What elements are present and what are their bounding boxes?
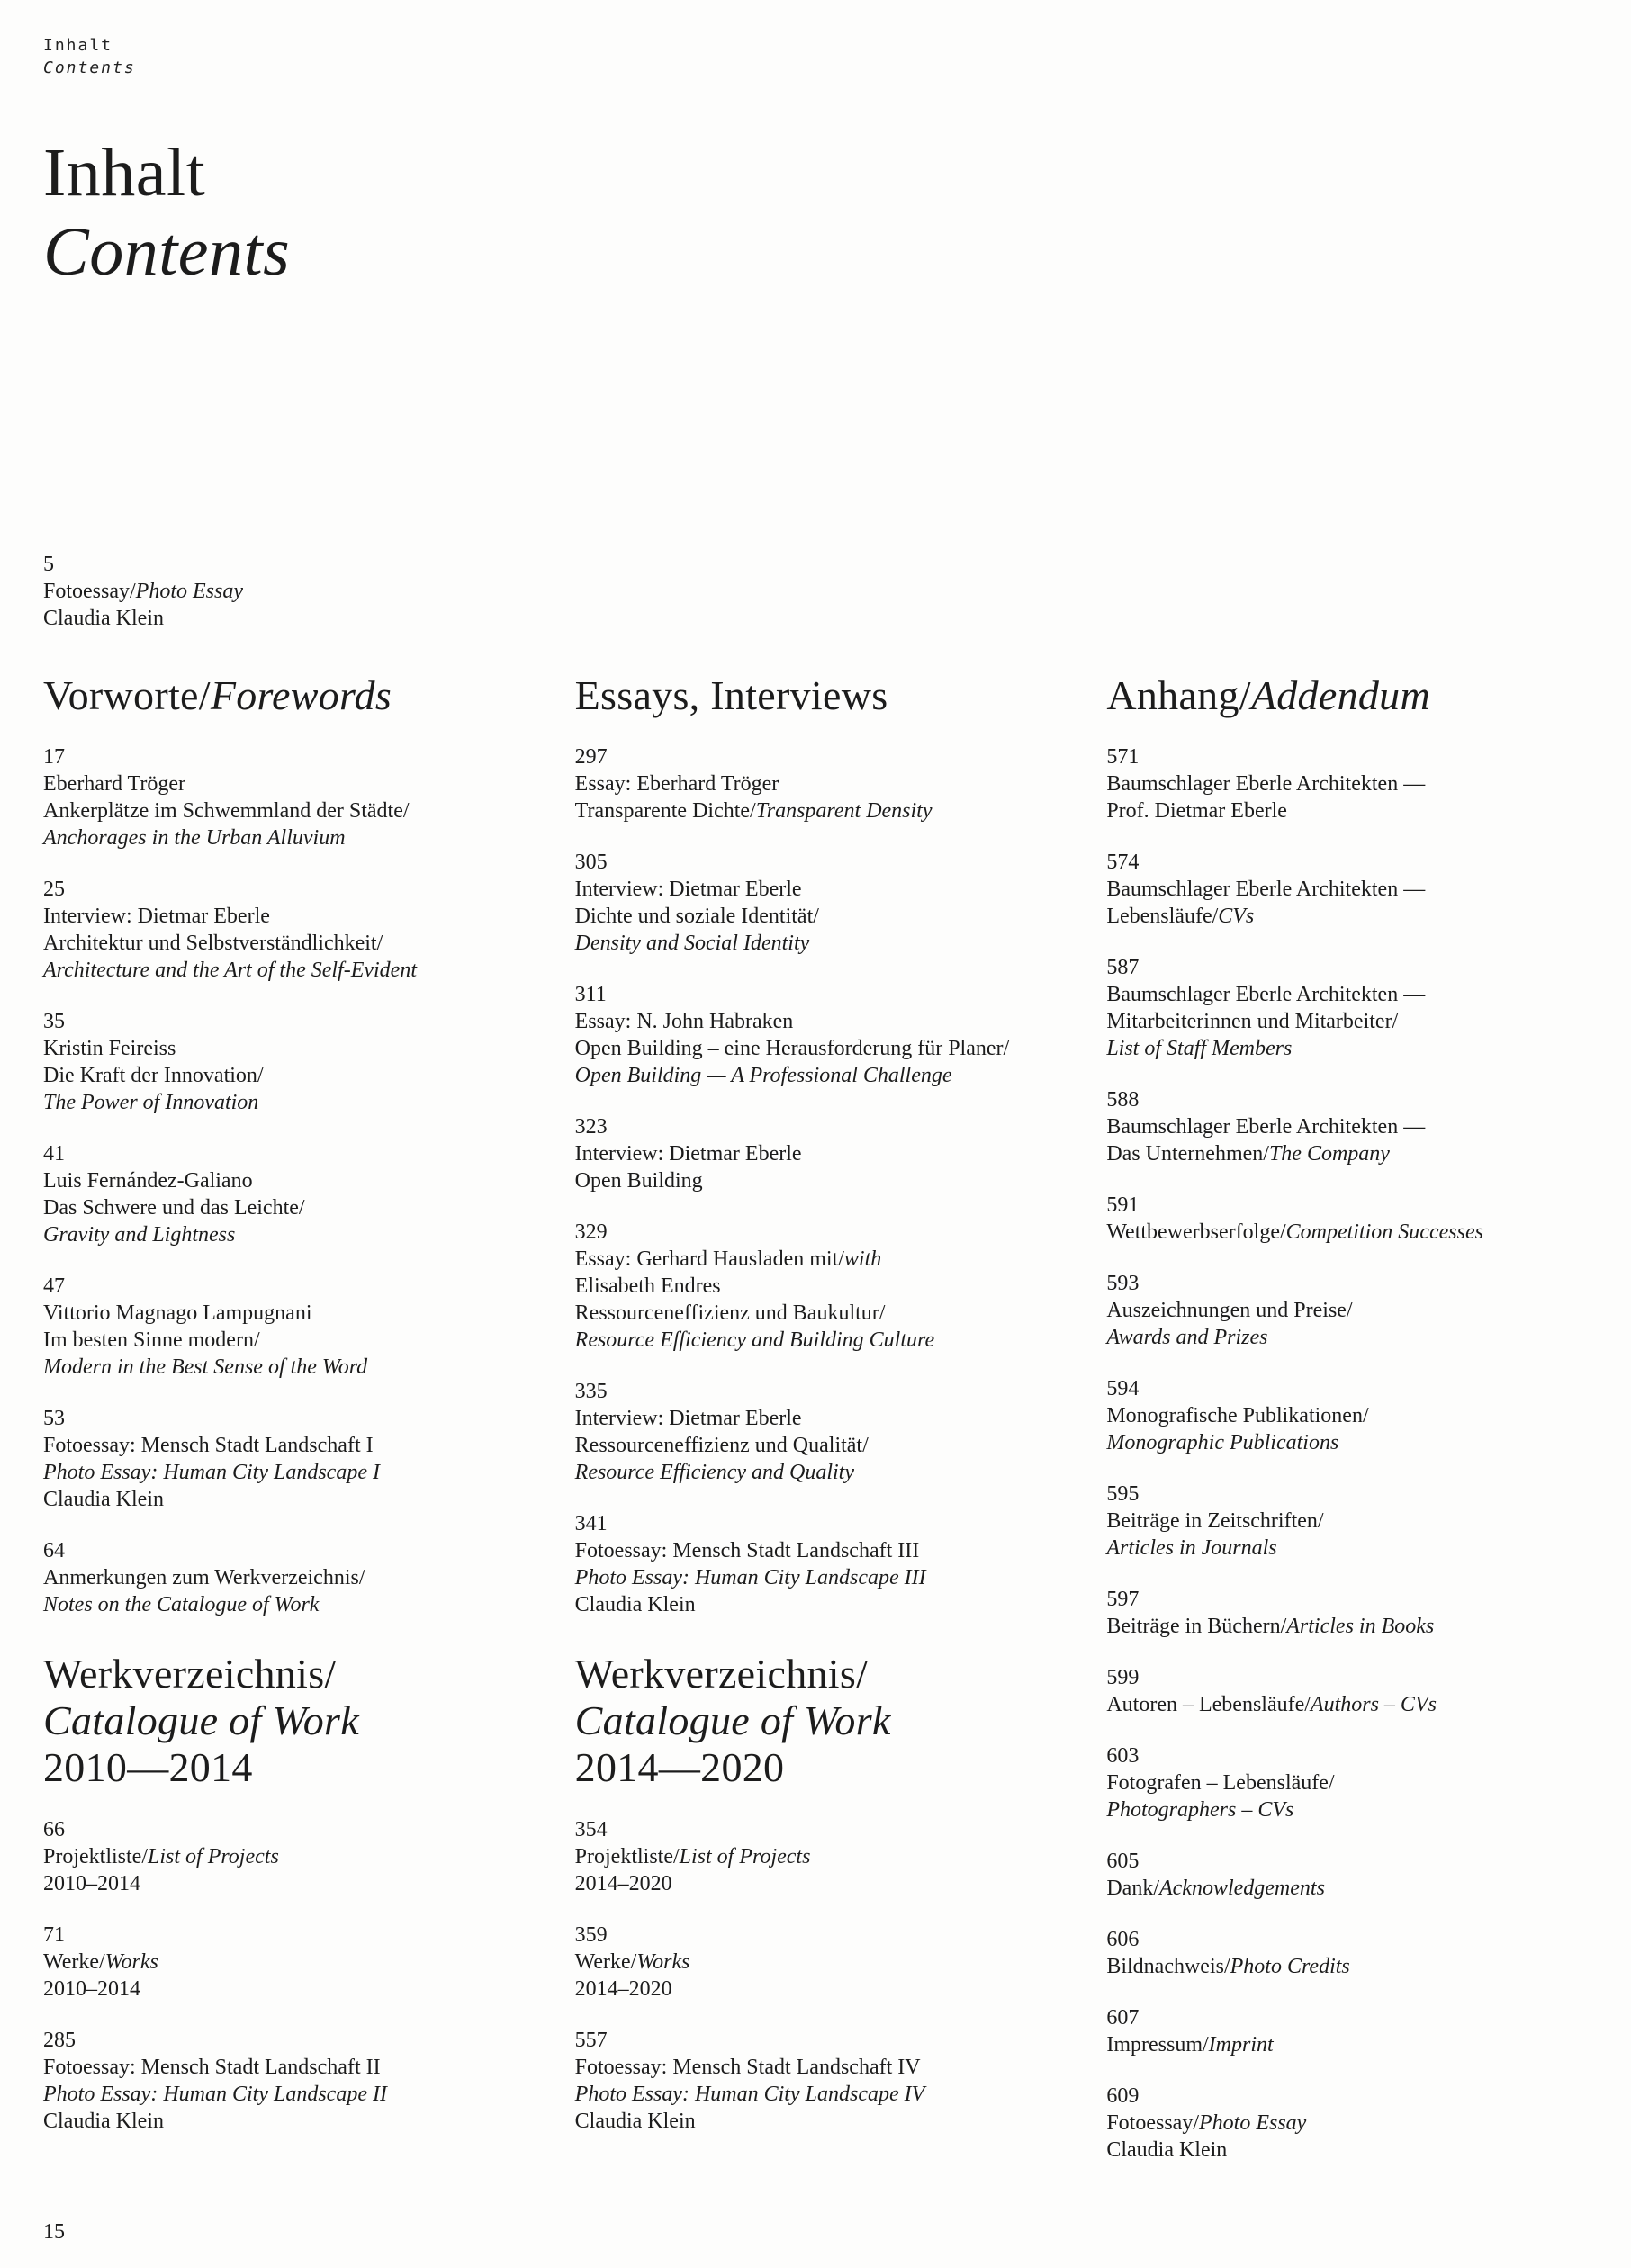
text-segment: Catalogue of Work [574, 1697, 891, 1743]
entry-line [43, 1167, 525, 1194]
section-header-line [43, 1651, 525, 1697]
entry-line [1106, 1953, 1588, 1980]
entry-page-number: 557 [574, 2029, 608, 2052]
entry-line [43, 1062, 525, 1089]
toc-entry [575, 981, 1057, 1089]
page-title-de: Inhalt [43, 135, 206, 211]
entry-line [43, 1564, 525, 1591]
text-segment: Lebensläufe/ [1106, 904, 1219, 928]
entry-line [1106, 2110, 1588, 2137]
entry-page-number: 329 [574, 1220, 608, 1244]
text-segment: Werkverzeichnis/ [574, 1651, 869, 1696]
text-segment: Fotoessay: Mensch Stadt Landschaft III [574, 1539, 920, 1562]
text-segment: Werkverzeichnis/ [43, 1651, 337, 1696]
entry-line [575, 1300, 1057, 1327]
entry-page-number: 593 [1106, 1272, 1140, 1295]
entry-line [575, 1008, 1057, 1035]
toc-entry [43, 1140, 525, 1248]
text-segment: Competition Successes [1285, 1220, 1483, 1244]
text-segment: 2010—2014 [43, 1744, 253, 1790]
entry-line [1106, 2137, 1588, 2164]
text-segment: Claudia Klein [574, 1593, 696, 1616]
text-segment: List of Staff Members [1106, 1037, 1293, 1060]
entry-line [1106, 770, 1588, 797]
text-segment: Photo Essay [135, 580, 243, 603]
entry-page-number: 335 [574, 1380, 608, 1403]
entry-line [43, 2054, 525, 2081]
toc-entry [43, 1816, 525, 1897]
toc-entry [1106, 743, 1588, 824]
entry-line [575, 1459, 1057, 1486]
text-segment: Anchorages in the Urban Alluvium [43, 826, 346, 850]
text-segment: Works [636, 1950, 690, 1974]
text-segment: Die Kraft der Innovation/ [43, 1064, 264, 1087]
text-segment: Mitarbeiterinnen und Mitarbeiter/ [1106, 1010, 1399, 1033]
toc-entry [1106, 1742, 1588, 1823]
entry-line [575, 770, 1057, 797]
text-segment: Essay: N. John Habraken [574, 1010, 794, 1033]
entry-page-number: 595 [1106, 1482, 1140, 1506]
entry-line [575, 1246, 1057, 1273]
toc-entry [575, 1816, 1057, 1897]
entry-page-number: 53 [43, 1407, 65, 1430]
section-header [43, 1651, 525, 1791]
text-segment: Claudia Klein [43, 1488, 164, 1511]
entry-line [575, 2108, 1057, 2135]
text-segment: Luis Fernández-Galiano [43, 1169, 253, 1192]
text-segment: Gravity and Lightness [43, 1223, 236, 1246]
entry-page-number: 574 [1106, 850, 1140, 874]
entry-line [1106, 981, 1588, 1008]
entry-line [43, 1035, 525, 1062]
toc-entry [1106, 1375, 1588, 1456]
text-segment: Claudia Klein [574, 2110, 696, 2133]
text-segment: Catalogue of Work [43, 1697, 359, 1743]
entry-line [43, 1486, 525, 1513]
section-header-line [575, 1744, 1057, 1791]
toc-entry [43, 1008, 525, 1116]
entry-line [43, 797, 525, 824]
entry-page-number: 35 [43, 1010, 65, 1033]
text-segment: Baumschlager Eberle Architekten — [1106, 1115, 1426, 1138]
text-segment: 2014—2020 [574, 1744, 785, 1790]
column-header [1106, 673, 1588, 718]
entry-page-number: 71 [43, 1923, 65, 1947]
entry-line [43, 1948, 525, 1976]
text-segment: Fotoessay: Mensch Stadt Landschaft IV [574, 2056, 921, 2079]
section-header-line [575, 1651, 1057, 1697]
entry-page-number: 609 [1106, 2084, 1140, 2108]
toc-entry [43, 2027, 525, 2135]
text-segment: Bildnachweis/ [1106, 1955, 1230, 1978]
running-header [43, 34, 1588, 79]
text-segment: Werke/ [574, 1950, 637, 1974]
text-segment: Monographic Publications [1106, 1431, 1339, 1454]
entry-line [1106, 1613, 1588, 1640]
text-segment: Forewords [210, 672, 392, 718]
entry-page-number: 305 [574, 850, 608, 874]
entry-line [1106, 2031, 1588, 2058]
toc-entry [1106, 1664, 1588, 1718]
section-header [575, 1651, 1057, 1791]
entry-line [1106, 1035, 1588, 1062]
entry-line [43, 1327, 525, 1354]
text-segment: Interview: Dietmar Eberle [43, 904, 270, 928]
entry-line [575, 1432, 1057, 1459]
entry-page-number: 323 [574, 1115, 608, 1138]
entry-line [575, 1591, 1057, 1618]
toc-entry [1106, 1086, 1588, 1167]
text-segment: 2010–2014 [43, 1977, 140, 2001]
text-segment: Architektur und Selbstverständlichkeit/ [43, 932, 383, 955]
entry-page-number: 359 [574, 1923, 608, 1947]
entry-line [575, 1537, 1057, 1564]
entry-line [575, 2054, 1057, 2081]
entry-line [43, 957, 525, 984]
text-segment: Modern in the Best Sense of the Word [43, 1355, 368, 1379]
entry-page-number: 41 [43, 1142, 65, 1166]
entry-page-number: 64 [43, 1539, 65, 1562]
toc-entry [575, 1510, 1057, 1618]
text-segment: Elisabeth Endres [574, 1274, 721, 1298]
toc-entry [1106, 1926, 1588, 1980]
text-segment: Resource Efficiency and Building Culture [574, 1328, 935, 1352]
text-segment: Fotoessay/ [1106, 2111, 1199, 2135]
entry-line [1106, 1008, 1588, 1035]
text-segment: Fotografen – Lebensläufe/ [1106, 1771, 1335, 1795]
text-segment: Density and Social Identity [574, 932, 810, 955]
text-segment: Dank/ [1106, 1876, 1159, 1900]
entry-page-number: 591 [1106, 1193, 1140, 1217]
page-title [43, 133, 1588, 292]
text-segment: with [843, 1247, 882, 1271]
running-header-de: Inhalt [43, 36, 113, 55]
entry-line [1106, 1402, 1588, 1429]
text-segment: Monografische Publikationen/ [1106, 1404, 1369, 1427]
entry-page-number: 5 [43, 553, 54, 576]
text-segment: Baumschlager Eberle Architekten — [1106, 983, 1426, 1006]
toc-column-2 [575, 673, 1057, 2188]
entry-line [43, 1221, 525, 1248]
text-segment: Articles in Journals [1106, 1536, 1277, 1560]
entry-line [43, 1459, 525, 1486]
entry-line [1106, 1691, 1588, 1718]
toc-entry [1106, 954, 1588, 1062]
entry-page-number: 47 [43, 1274, 65, 1298]
entry-line [43, 1089, 525, 1116]
text-segment: Das Schwere und das Leichte/ [43, 1196, 305, 1220]
entry-page-number: 297 [574, 745, 608, 769]
entry-line [575, 903, 1057, 930]
text-segment: Essay: Eberhard Tröger [574, 772, 779, 796]
toc-entry [43, 551, 1588, 632]
entry-line [1106, 1324, 1588, 1351]
entry-line [575, 1405, 1057, 1432]
toc-entry [43, 743, 525, 851]
entry-line [43, 1194, 525, 1221]
entry-page-number: 587 [1106, 956, 1140, 979]
entry-line [575, 1273, 1057, 1300]
entry-line [575, 1976, 1057, 2002]
section-header-line [575, 1697, 1057, 1744]
text-segment: Open Building [574, 1169, 703, 1192]
text-segment: Dichte und soziale Identität/ [574, 904, 819, 928]
entry-line [1106, 1508, 1588, 1534]
text-segment: Werke/ [43, 1950, 105, 1974]
entry-line [43, 2081, 525, 2108]
entry-page-number: 311 [574, 983, 607, 1006]
text-segment: Fotoessay/ [43, 580, 136, 603]
section-header-line [43, 1697, 525, 1744]
text-segment: Anmerkungen zum Werkverzeichnis/ [43, 1566, 365, 1589]
text-segment: Wettbewerbserfolge/ [1106, 1220, 1286, 1244]
entry-line [43, 903, 525, 930]
entry-line [43, 2108, 525, 2135]
toc-entry [575, 1113, 1057, 1194]
entry-line [575, 1870, 1057, 1897]
text-segment: Open Building – eine Herausforderung für Planer/ [574, 1037, 1010, 1060]
text-segment: The Company [1268, 1142, 1390, 1166]
text-segment: Works [104, 1950, 158, 1974]
text-segment: Anhang/ [1106, 672, 1251, 718]
entry-line [43, 1591, 525, 1618]
entry-page-number: 17 [43, 745, 65, 769]
text-segment: Photo Essay: Human City Landscape IV [574, 2083, 925, 2106]
toc-entry [43, 1537, 525, 1618]
text-segment: Kristin Feireiss [43, 1037, 176, 1060]
text-segment: Photo Essay [1199, 2111, 1307, 2135]
text-segment: Projektliste/ [574, 1845, 680, 1868]
entry-page-number: 341 [574, 1512, 608, 1535]
text-segment: Ressourceneffizienz und Baukultur/ [574, 1301, 886, 1325]
entry-line [575, 1167, 1057, 1194]
text-segment: The Power of Innovation [43, 1091, 259, 1114]
entry-line [1106, 903, 1588, 930]
text-segment: Beiträge in Zeitschriften/ [1106, 1509, 1324, 1533]
entry-page-number: 354 [574, 1818, 608, 1841]
entry-line [575, 797, 1057, 824]
entry-line [1106, 797, 1588, 824]
toc-entry [1106, 1848, 1588, 1902]
section-header-line [43, 1744, 525, 1791]
entry-line [1106, 1219, 1588, 1246]
entry-line [43, 1870, 525, 1897]
entry-page-number: 603 [1106, 1744, 1140, 1768]
toc-entry [575, 2027, 1057, 2135]
entry-line [575, 1035, 1057, 1062]
entry-line [43, 605, 1588, 632]
text-segment: Authors – CVs [1310, 1693, 1437, 1716]
text-segment: Imprint [1208, 2033, 1274, 2056]
text-segment: Interview: Dietmar Eberle [574, 1142, 802, 1166]
text-segment: Articles in Books [1286, 1615, 1435, 1638]
entry-line [1106, 1769, 1588, 1796]
toc-entry [43, 1273, 525, 1381]
entry-line [43, 578, 1588, 605]
entry-line [43, 1300, 525, 1327]
text-segment: 2014–2020 [574, 1977, 672, 2001]
entry-page-number: 285 [43, 2029, 76, 2052]
entry-line [575, 2081, 1057, 2108]
text-segment: Photographers – CVs [1106, 1798, 1294, 1822]
text-segment: Fotoessay: Mensch Stadt Landschaft I [43, 1434, 374, 1457]
text-segment: 2014–2020 [574, 1872, 672, 1895]
entry-line [1106, 1875, 1588, 1902]
entry-line [43, 770, 525, 797]
column-header [43, 673, 525, 718]
text-segment: Awards and Prizes [1106, 1326, 1268, 1349]
entry-line [1106, 1140, 1588, 1167]
text-segment: List of Projects [148, 1845, 279, 1868]
text-segment: List of Projects [679, 1845, 811, 1868]
entry-page-number: 597 [1106, 1588, 1140, 1611]
text-segment: Projektliste/ [43, 1845, 148, 1868]
entry-line [1106, 1297, 1588, 1324]
text-segment: Acknowledgements [1158, 1876, 1325, 1900]
text-segment: Baumschlager Eberle Architekten — [1106, 772, 1426, 796]
toc-entry [575, 1219, 1057, 1354]
entry-line [43, 1843, 525, 1870]
entry-line [575, 876, 1057, 903]
entry-line [43, 1354, 525, 1381]
text-segment: Resource Efficiency and Quality [574, 1461, 854, 1484]
entry-line [575, 930, 1057, 957]
entry-line [1106, 1429, 1588, 1456]
toc-entry [575, 849, 1057, 957]
text-segment: Vittorio Magnago Lampugnani [43, 1301, 312, 1325]
text-segment: Transparente Dichte/ [574, 799, 756, 823]
text-segment: Architecture and the Art of the Self-Evident [43, 958, 417, 982]
text-segment: Fotoessay: Mensch Stadt Landschaft II [43, 2056, 381, 2079]
entry-line [575, 1062, 1057, 1089]
text-segment: Impressum/ [1106, 2033, 1209, 2056]
entry-page-number: 66 [43, 1818, 65, 1841]
text-segment: Photo Essay: Human City Landscape II [43, 2083, 387, 2106]
entry-line [43, 824, 525, 851]
entry-page-number: 605 [1106, 1850, 1140, 1873]
text-segment: Photo Essay: Human City Landscape I [43, 1461, 380, 1484]
toc-entry [1106, 2083, 1588, 2164]
page-number: 15 [43, 2220, 65, 2244]
text-segment: Prof. Dietmar Eberle [1106, 799, 1287, 823]
entry-page-number: 599 [1106, 1666, 1140, 1689]
text-segment: Auszeichnungen und Preise/ [1106, 1299, 1353, 1322]
entry-page-number: 571 [1106, 745, 1140, 769]
toc-column-3 [1106, 673, 1588, 2188]
entry-line [1106, 1113, 1588, 1140]
text-segment: CVs [1218, 904, 1255, 928]
toc-entry [575, 743, 1057, 824]
entry-line [43, 1976, 525, 2002]
running-header-en: Contents [43, 58, 136, 77]
entry-line [575, 1140, 1057, 1167]
entry-page-number: 594 [1106, 1377, 1140, 1400]
entry-page-number: 606 [1106, 1928, 1140, 1951]
text-segment: Ankerplätze im Schwemmland der Städte/ [43, 799, 410, 823]
text-segment: Baumschlager Eberle Architekten — [1106, 878, 1426, 901]
toc-entry [575, 1378, 1057, 1486]
toc-column-1 [43, 673, 525, 2188]
text-segment: Interview: Dietmar Eberle [574, 878, 802, 901]
toc-entry [1106, 1586, 1588, 1640]
entry-line [575, 1564, 1057, 1591]
text-segment: Photo Credits [1230, 1955, 1350, 1978]
text-segment: Open Building — A Professional Challenge [574, 1064, 952, 1087]
text-segment: Transparent Density [755, 799, 933, 823]
entry-line [43, 930, 525, 957]
entry-line [575, 1327, 1057, 1354]
text-segment: Essay: Gerhard Hausladen mit/ [574, 1247, 844, 1271]
entry-line [1106, 876, 1588, 903]
text-segment: Notes on the Catalogue of Work [43, 1593, 320, 1616]
text-segment: Claudia Klein [43, 607, 164, 630]
text-segment: Photo Essay: Human City Landscape III [574, 1566, 926, 1589]
text-segment: Das Unternehmen/ [1106, 1142, 1269, 1166]
toc-entry [1106, 2004, 1588, 2058]
text-segment: Claudia Klein [1106, 2138, 1228, 2162]
toc-columns [43, 673, 1588, 2188]
entry-page-number: 588 [1106, 1088, 1140, 1112]
entry-page-number: 25 [43, 878, 65, 901]
toc-entry [1106, 1270, 1588, 1351]
text-segment: Addendum [1250, 672, 1430, 718]
entry-line [1106, 1534, 1588, 1562]
text-segment: Ressourceneffizienz und Qualität/ [574, 1434, 869, 1457]
text-segment: Essays, Interviews [574, 672, 888, 718]
entry-line [43, 1432, 525, 1459]
toc-entry [43, 1405, 525, 1513]
text-segment: Vorworte/ [43, 672, 211, 718]
text-segment: Autoren – Lebensläufe/ [1106, 1693, 1311, 1716]
column-header [575, 673, 1057, 718]
text-segment: Im besten Sinne modern/ [43, 1328, 260, 1352]
text-segment: 2010–2014 [43, 1872, 140, 1895]
toc-entry [1106, 1192, 1588, 1246]
text-segment: Eberhard Tröger [43, 772, 185, 796]
toc-entry [575, 1922, 1057, 2002]
intro-entry-container [43, 551, 1588, 632]
entry-page-number: 607 [1106, 2006, 1140, 2030]
toc-entry [1106, 1480, 1588, 1562]
page-title-en: Contents [43, 214, 291, 290]
text-segment: Claudia Klein [43, 2110, 164, 2133]
toc-entry [43, 876, 525, 984]
toc-entry [43, 1922, 525, 2002]
entry-line [575, 1843, 1057, 1870]
entry-line [1106, 1796, 1588, 1823]
text-segment: Beiträge in Büchern/ [1106, 1615, 1287, 1638]
entry-line [575, 1948, 1057, 1976]
toc-entry [1106, 849, 1588, 930]
text-segment: Interview: Dietmar Eberle [574, 1407, 802, 1430]
